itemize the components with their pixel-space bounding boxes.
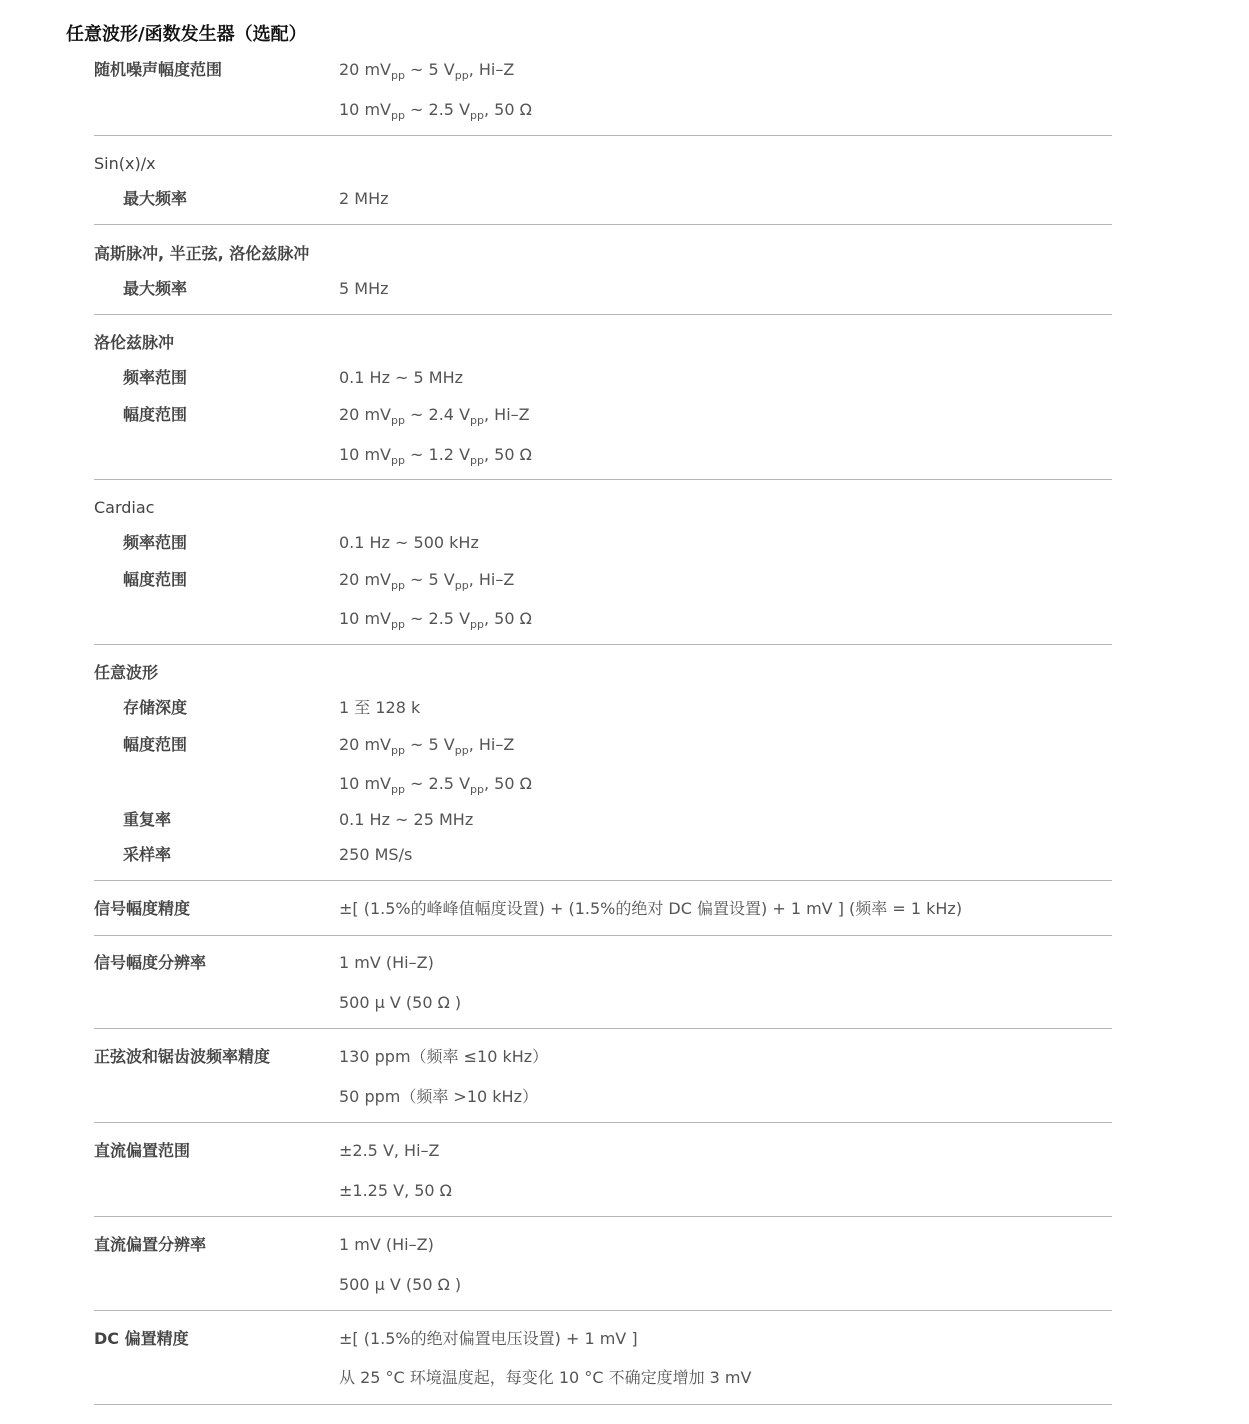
spec-label: 幅度范围 — [123, 570, 188, 589]
spec-value: 500 µ V (50 Ω ) — [339, 1275, 462, 1294]
spec-label: 最大频率 — [123, 279, 188, 298]
page-title: 任意波形/函数发生器（选配） — [66, 24, 307, 45]
spec-row-dc-offset-range — [94, 1141, 1112, 1161]
spec-label: DC 偏置精度 — [94, 1329, 189, 1348]
spec-label: 幅度范围 — [123, 405, 188, 424]
spec-label: 随机噪声幅度范围 — [94, 60, 223, 79]
spec-value: 1 至 128 k — [339, 698, 421, 717]
spec-value: 0.1 Hz ~ 5 MHz — [339, 368, 464, 387]
spec-label: 直流偏置范围 — [94, 1141, 191, 1160]
spec-row-sinx-max-frequency — [94, 189, 1112, 209]
spec-row-lorentz-frequency-range — [94, 368, 1112, 388]
spec-row-random-noise-amplitude — [94, 60, 1112, 80]
spec-value: 130 ppm（频率 ≤10 kHz） — [339, 1047, 549, 1066]
spec-value: 20 $mV_{pp}$ ~ 5 $V_{pp}$, Hi–Z — [339, 570, 515, 592]
spec-group-label: Sin(x)/x — [94, 154, 156, 173]
spec-value: ±[ (1.5%的绝对偏置电压设置) + 1 mV ] — [339, 1329, 638, 1348]
divider — [94, 935, 1112, 936]
spec-group-cardiac — [94, 498, 1112, 518]
spec-label: 直流偏置分辨率 — [94, 1235, 207, 1254]
spec-value: 5 MHz — [339, 279, 389, 298]
spec-value: 20 $mV_{pp}$ ~ 5 $V_{pp}$, Hi–Z — [339, 735, 515, 757]
spec-row-gaussian-max-frequency — [94, 279, 1112, 299]
spec-value: ±2.5 V, Hi–Z — [339, 1141, 440, 1160]
divider — [94, 880, 1112, 881]
divider — [94, 1310, 1112, 1311]
spec-label: 频率范围 — [123, 368, 188, 387]
spec-row-cardiac-amplitude-50ohm — [94, 609, 1112, 629]
spec-value: 500 µ V (50 Ω ) — [339, 993, 462, 1012]
spec-group-arbitrary — [94, 663, 1112, 683]
spec-row-arb-repetition-rate — [94, 810, 1112, 830]
spec-row-sine-ramp-frequency-accuracy — [94, 1047, 1112, 1067]
spec-label: 信号幅度精度 — [94, 899, 191, 918]
divider — [94, 1216, 1112, 1217]
spec-value: 20 $mV_{pp}$ ~ 5 $V_{pp}$, Hi–Z — [339, 60, 515, 82]
spec-row-arb-sample-rate — [94, 845, 1112, 865]
spec-label: 采样率 — [123, 845, 172, 864]
divider — [94, 1122, 1112, 1123]
spec-label: 幅度范围 — [123, 735, 188, 754]
spec-label: 信号幅度分辨率 — [94, 953, 207, 972]
spec-row-signal-amplitude-resolution-50ohm — [94, 993, 1112, 1013]
spec-row-signal-amplitude-accuracy — [94, 899, 1112, 919]
spec-group-lorentz — [94, 333, 1112, 353]
spec-row-signal-amplitude-resolution — [94, 953, 1112, 973]
spec-row-dc-offset-resolution-50ohm — [94, 1275, 1112, 1295]
spec-value: ±[ (1.5%的峰峰值幅度设置) + (1.5%的绝对 DC 偏置设置) + 1 mV ] (频率 = 1 kHz) — [339, 899, 963, 918]
spec-value: 50 ppm（频率 >10 kHz） — [339, 1087, 538, 1106]
spec-row-arb-amplitude-range — [94, 735, 1112, 755]
spec-value: 1 mV (Hi–Z) — [339, 1235, 434, 1254]
spec-value: 20 $mV_{pp}$ ~ 2.4 $V_{pp}$, Hi–Z — [339, 405, 530, 427]
spec-value: 10 $mV_{pp}$ ~ 2.5 $V_{pp}$, 50 Ω — [339, 774, 532, 796]
spec-group-label: 洛伦兹脉冲 — [94, 333, 175, 352]
spec-row-dc-offset-accuracy-temp — [94, 1368, 1112, 1388]
divider — [94, 224, 1112, 225]
spec-group-label: 高斯脉冲, 半正弦, 洛伦兹脉冲 — [94, 244, 310, 263]
spec-row-cardiac-frequency-range — [94, 533, 1112, 553]
spec-value: 0.1 Hz ~ 25 MHz — [339, 810, 474, 829]
divider — [94, 479, 1112, 480]
spec-row-dc-offset-accuracy — [94, 1329, 1112, 1349]
spec-row-arb-memory-depth — [94, 698, 1112, 718]
spec-group-label: Cardiac — [94, 498, 155, 517]
spec-group-label: 任意波形 — [94, 663, 159, 682]
spec-value: 10 $mV_{pp}$ ~ 2.5 $V_{pp}$, 50 Ω — [339, 100, 532, 122]
divider — [94, 1028, 1112, 1029]
spec-row-lorentz-amplitude-range — [94, 405, 1112, 425]
spec-row-cardiac-amplitude-range — [94, 570, 1112, 590]
spec-value: 1 mV (Hi–Z) — [339, 953, 434, 972]
spec-label: 正弦波和锯齿波频率精度 — [94, 1047, 271, 1066]
spec-value: 10 $mV_{pp}$ ~ 1.2 $V_{pp}$, 50 Ω — [339, 445, 532, 467]
spec-row-dc-offset-range-50ohm — [94, 1181, 1112, 1201]
spec-row-arb-amplitude-50ohm — [94, 774, 1112, 794]
spec-group-gaussian — [94, 244, 1112, 264]
spec-row-dc-offset-resolution — [94, 1235, 1112, 1255]
spec-value: 10 $mV_{pp}$ ~ 2.5 $V_{pp}$, 50 Ω — [339, 609, 532, 631]
divider — [94, 1404, 1112, 1405]
spec-value: 2 MHz — [339, 189, 389, 208]
spec-row-lorentz-amplitude-50ohm — [94, 445, 1112, 465]
spec-label: 最大频率 — [123, 189, 188, 208]
divider — [94, 644, 1112, 645]
spec-value: 0.1 Hz ~ 500 kHz — [339, 533, 479, 552]
spec-group-sinx — [94, 154, 1112, 174]
spec-row-sine-ramp-frequency-accuracy-high — [94, 1087, 1112, 1107]
spec-row-random-noise-amplitude-50ohm — [94, 100, 1112, 120]
spec-label: 频率范围 — [123, 533, 188, 552]
spec-value: 从 25 °C 环境温度起，每变化 10 °C 不确定度增加 3 mV — [339, 1368, 752, 1387]
divider — [94, 314, 1112, 315]
spec-label: 重复率 — [123, 810, 172, 829]
divider — [94, 135, 1112, 136]
spec-value: ±1.25 V, 50 Ω — [339, 1181, 452, 1200]
spec-value: 250 MS/s — [339, 845, 413, 864]
spec-label: 存储深度 — [123, 698, 188, 717]
